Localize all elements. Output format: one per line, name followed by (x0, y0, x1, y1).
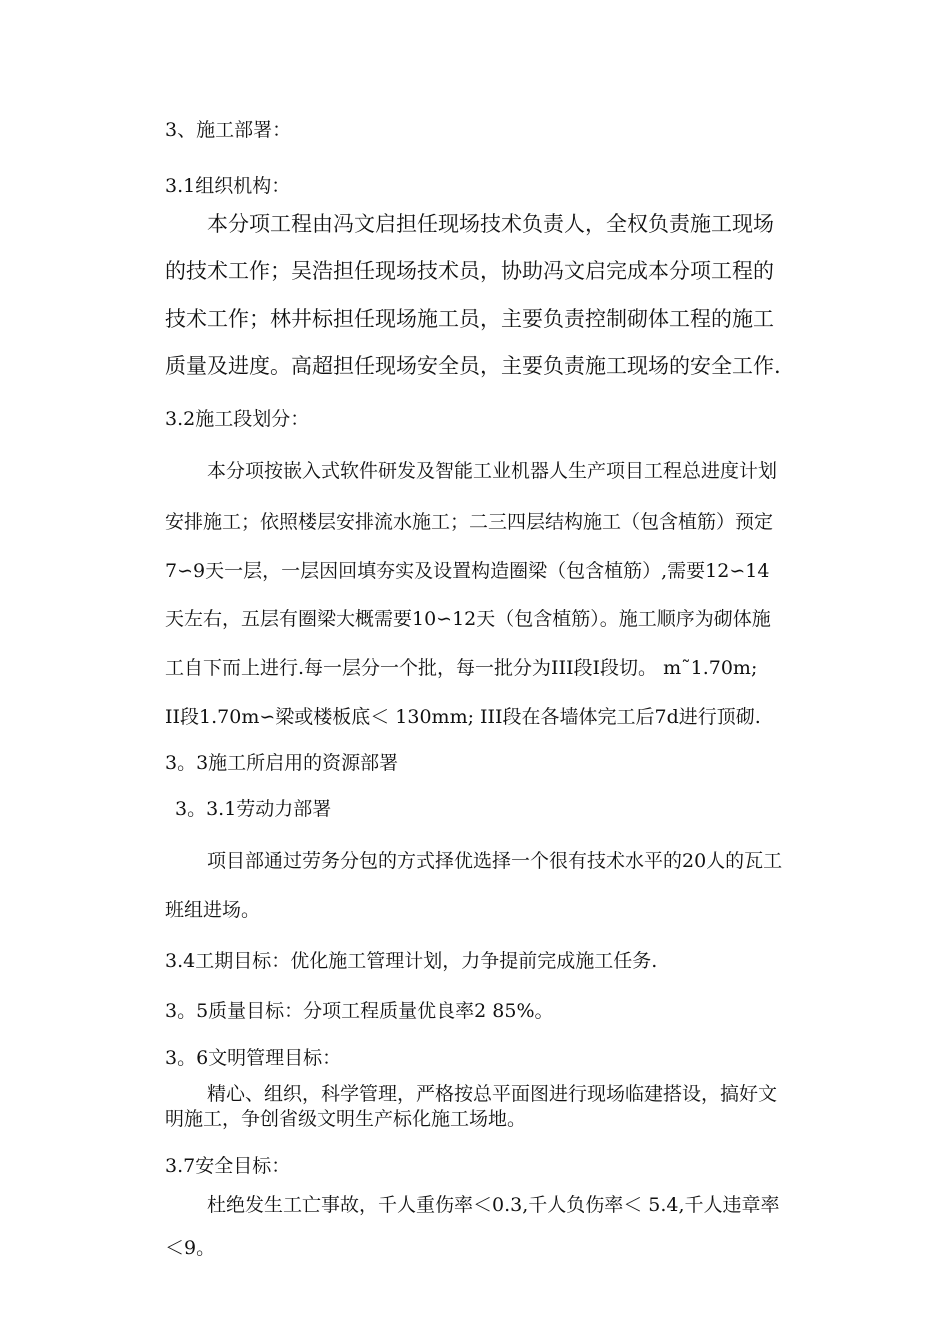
paragraph-line: 工自下而上进行.每一层分一个批，每一批分为III段I段切。 m˜1.70m; (165, 657, 758, 679)
paragraph-line: 本分项工程由冯文启担任现场技术负责人，全权负责施工现场 (207, 212, 774, 236)
paragraph-line: 7∽9天一层，一层因回填夯实及设置构造圈梁（包含植筋）,需要12∽14 (165, 560, 770, 582)
paragraph-line: 班组进场。 (165, 899, 261, 921)
paragraph-line: 明施工，争创省级文明生产标化施工场地。 (165, 1108, 527, 1130)
subsection-heading-segments: 3.2施工段划分： (165, 408, 310, 430)
subsection-heading-civilized: 3。6文明管理目标： (165, 1047, 342, 1069)
section-heading-deployment: 3、施工部署： (165, 119, 292, 141)
subsection-heading-labor: 3。3.1劳动力部署 (175, 798, 332, 820)
paragraph-line: 安排施工；依照楼层安排流水施工；二三四层结构施工（包含植筋）预定 (165, 511, 774, 533)
paragraph-line: ＜9。 (165, 1237, 216, 1259)
paragraph-line: 精心、组织，科学管理，严格按总平面图进行现场临建搭设，搞好文 (207, 1083, 778, 1105)
subsection-heading-safety: 3.7安全目标： (165, 1155, 291, 1177)
paragraph-line: 天左右，五层有圈梁大概需要10∽12天（包含植筋）。施工顺序为砌体施 (165, 608, 771, 630)
paragraph-line: 质量及进度。高超担任现场安全员，主要负责施工现场的安全工作. (165, 354, 781, 378)
paragraph-line: 项目部通过劳务分包的方式择优选择一个很有技术水平的20人的瓦工 (207, 850, 783, 872)
subsection-heading-schedule: 3.4工期目标：优化施工管理计划，力争提前完成施工任务. (165, 950, 658, 972)
subsection-heading-resources: 3。3施工所启用的资源部署 (165, 752, 399, 774)
subsection-heading-quality: 3。5质量目标：分项工程质量优良率2 85%。 (165, 1000, 554, 1022)
paragraph-line: 的技术工作；吴浩担任现场技术员，协助冯文启完成本分项工程的 (165, 259, 774, 283)
subsection-heading-organization: 3.1组织机构： (165, 175, 291, 197)
paragraph-line: 杜绝发生工亡事故，千人重伤率＜0.3,千人负伤率＜ 5.4,千人违章率 (207, 1194, 780, 1216)
paragraph-line: II段1.70m∽梁或楼板底＜ 130mm; III段在各墙体完工后7d进行顶砌. (165, 706, 761, 728)
paragraph-line: 本分项按嵌入式软件研发及智能工业机器人生产项目工程总进度计划 (207, 460, 778, 482)
paragraph-line: 技术工作；林井标担任现场施工员，主要负责控制砌体工程的施工 (165, 307, 774, 331)
